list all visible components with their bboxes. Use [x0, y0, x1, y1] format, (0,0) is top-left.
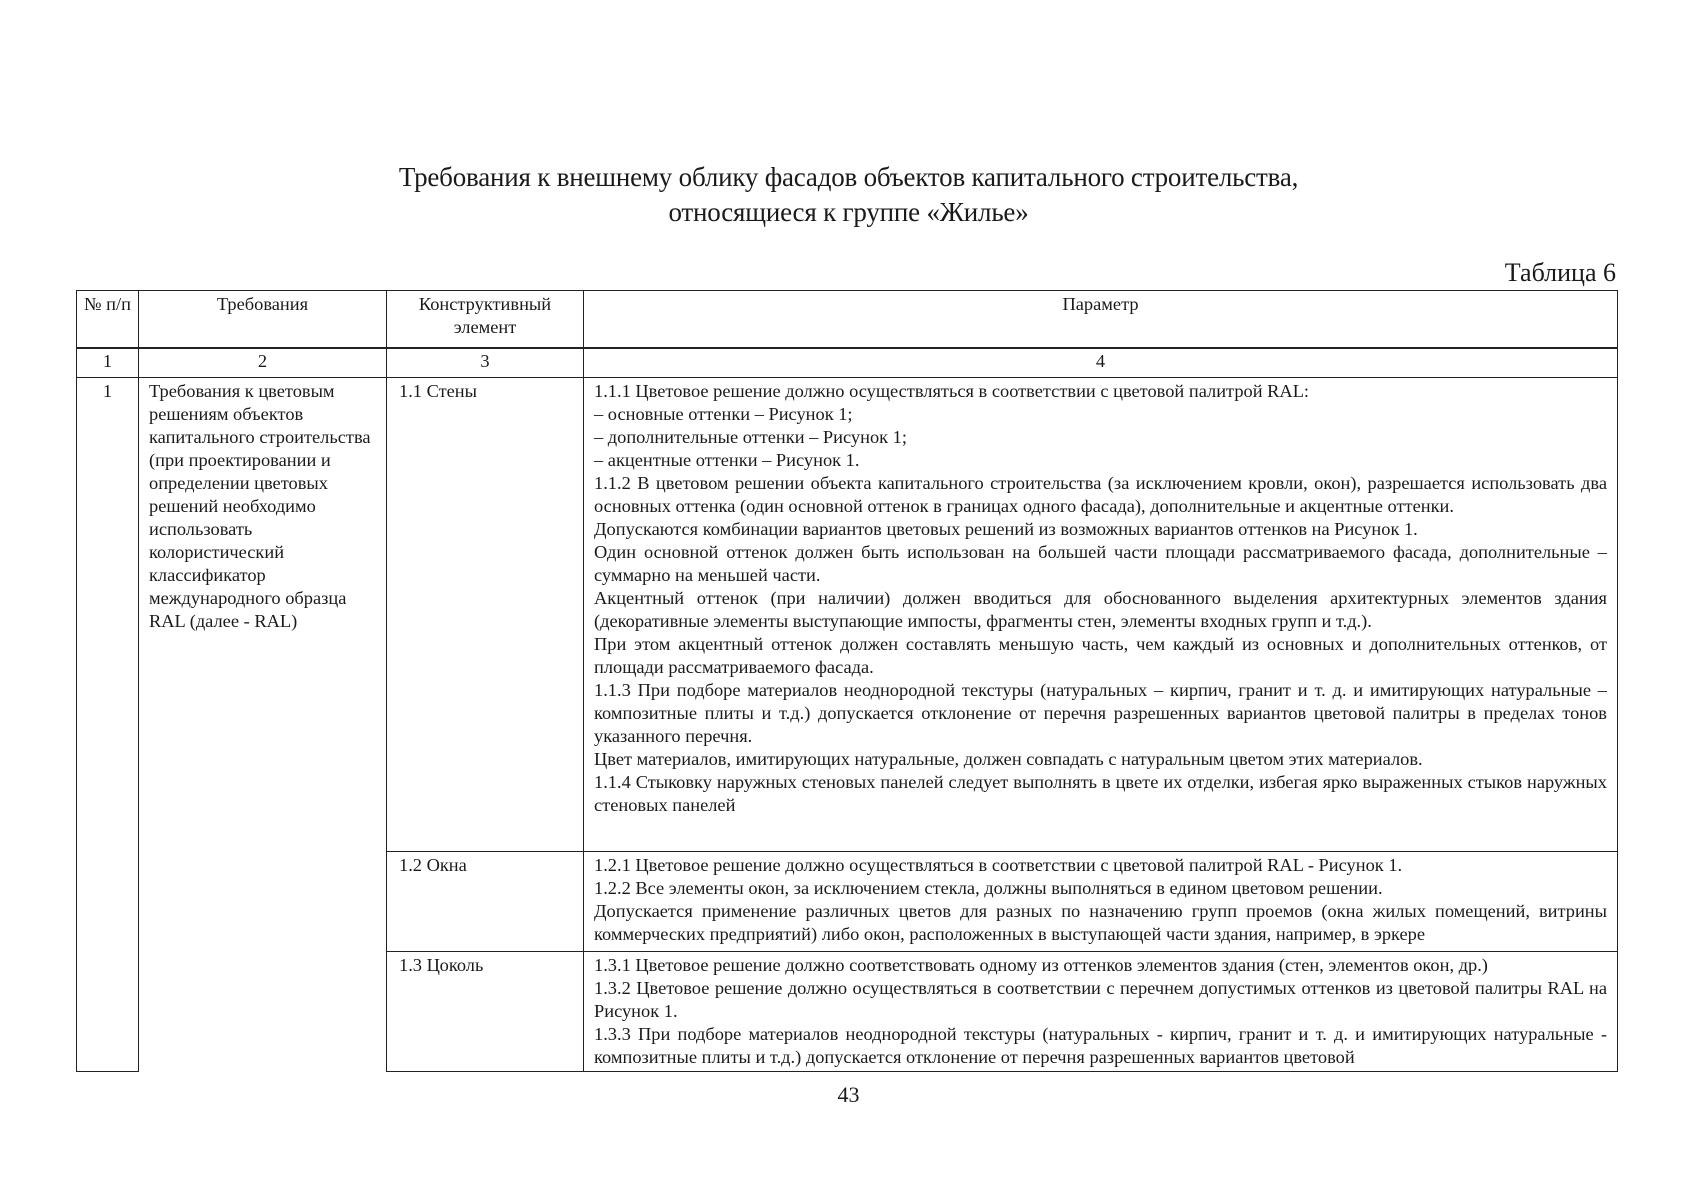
title-line-1: Требования к внешнему облику фасадов объектов капитального строительства,	[398, 162, 1299, 192]
param-line: 1.3.1 Цветовое решение должно соответствовать одному из оттенков элементов здания (стен, элементов окон, др.)	[594, 955, 1488, 975]
param-line: 1.3.2 Цветовое решение должно осуществляться в соответствии с перечнем допустимых оттенков из цветовой палитры RAL на Рисунок 1.	[594, 978, 1607, 1021]
requirements-table	[76, 290, 1618, 1072]
param-line: Один основной оттенок должен быть использован на большей части площади рассматриваемого фасада, дополнительные – суммарно на меньшей части.	[594, 542, 1607, 585]
parameter-windows	[584, 852, 1618, 952]
title-line-2: относящиеся к группе «Жилье»	[668, 197, 1029, 227]
param-line: – основные оттенки – Рисунок 1;	[594, 404, 853, 424]
param-line: 1.2.2 Все элементы окон, за исключением стекла, должны выполняться в едином цветовом решении.	[594, 878, 1383, 898]
column-number: 2	[139, 348, 387, 378]
column-number-row	[77, 348, 1618, 378]
param-line: 1.1.4 Стыковку наружных стеновых панелей следует выполнять в цвете их отделки, избегая ярко выраженных стыков наружных стеновых панелей	[594, 772, 1607, 815]
table-header-row	[77, 291, 1618, 349]
param-line: Цвет материалов, имитирующих натуральные, должен совпадать с натуральным цветом этих материалов.	[594, 749, 1423, 769]
param-line: – дополнительные оттенки – Рисунок 1;	[594, 427, 907, 447]
element-windows: 1.2 Окна	[387, 852, 584, 952]
element-walls: 1.1 Стены	[387, 378, 584, 852]
param-line: 1.1.3 При подборе материалов неоднородной текстуры (натуральных – кирпич, гранит и т. д. и имитирующих натуральные – композитные плиты и т.д.) допускается отклонение от перечня разрешенных вариантов цветовой палитры в пределах тонов указанного перечня.	[594, 680, 1607, 746]
header-num: № п/п	[77, 291, 139, 349]
param-line: Допускаются комбинации вариантов цветовых решений из возможных вариантов оттенков на Рисунок 1.	[594, 519, 1418, 539]
column-number: 4	[584, 348, 1618, 378]
param-line: – акцентные оттенки – Рисунок 1.	[594, 450, 860, 470]
column-number: 1	[77, 348, 139, 378]
header-requirements: Требования	[139, 291, 387, 349]
column-number: 3	[387, 348, 584, 378]
param-line: Акцентный оттенок (при наличии) должен вводиться для обоснованного выделения архитектурных элементов здания (декоративные элементы выступающие импосты, фрагменты стен, элементы входных групп и т.д.).	[594, 588, 1607, 631]
header-parameter: Параметр	[584, 291, 1618, 349]
parameter-walls	[584, 378, 1618, 852]
param-line: Допускается применение различных цветов для разных по назначению групп проемов (окна жилых помещений, витрины коммерческих предприятий) либо окон, расположенных в выступающей части здания, например, в эркере	[594, 901, 1607, 944]
param-line: 1.1.1 Цветовое решение должно осуществляться в соответствии с цветовой палитрой RAL:	[594, 381, 1310, 401]
table-row	[77, 378, 1618, 852]
param-line: 1.1.2 В цветовом решении объекта капитального строительства (за исключением кровли, окон), разрешается использовать два основных оттенка (один основной оттенок в границах одного фасада), дополнительные и акцентные оттенки.	[594, 473, 1607, 516]
param-line: 1.3.3 При подборе материалов неоднородной текстуры (натуральных - кирпич, гранит и т. д. и имитирующих натуральные - композитные плиты и т.д.) допускается отклонение от перечня разрешенных вариантов цветовой	[594, 1024, 1607, 1067]
element-plinth: 1.3 Цоколь	[387, 952, 584, 1072]
requirement-text: Требования к цветовым решениям объектов капитального строительства (при проектировании и определении цветовых решений необходимо использовать колористический классификатор международного образца RAL (далее - RAL)	[139, 378, 387, 1072]
page-number: 43	[837, 1082, 860, 1107]
param-line: При этом акцентный оттенок должен составлять меньшую часть, чем каждый из основных и дополнительных оттенков, от площади рассматриваемого фасада.	[594, 634, 1607, 677]
param-line: 1.2.1 Цветовое решение должно осуществляться в соответствии с цветовой палитрой RAL - Рисунок 1.	[594, 855, 1403, 875]
header-element: Конструктивный элемент	[387, 291, 584, 349]
parameter-plinth	[584, 952, 1618, 1072]
table-label: Таблица 6	[1504, 258, 1616, 287]
row-number: 1	[77, 378, 139, 1072]
document-title	[0, 160, 1697, 230]
